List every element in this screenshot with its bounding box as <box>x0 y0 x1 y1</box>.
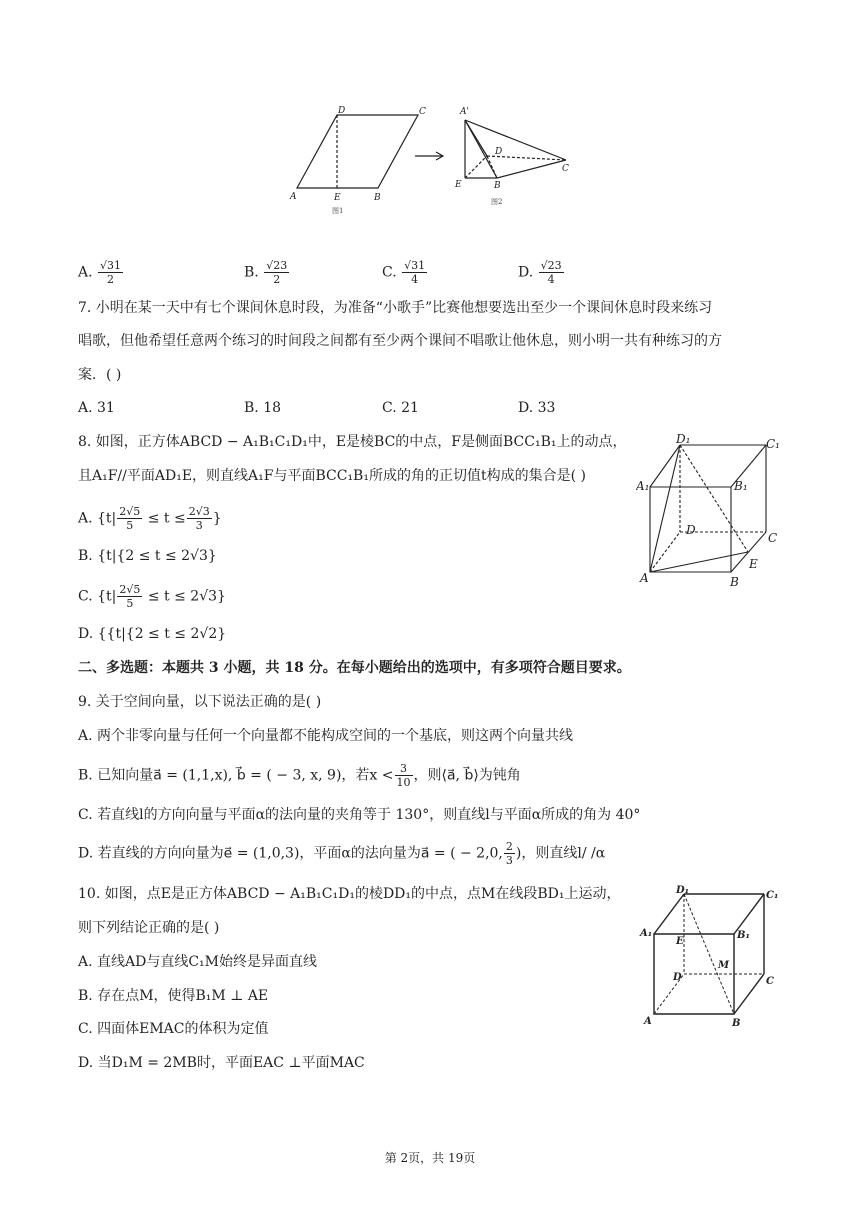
q7-line-3: 案．( ) <box>78 367 122 383</box>
q8-label-c1: C₁ <box>766 437 780 451</box>
q7-option-c: C. 21 <box>382 400 419 416</box>
q10-option-d: D. 当D₁M = 2MB时，平面EAC ⊥平面MAC <box>78 1055 365 1071</box>
q10-option-a: A. 直线AD与直线C₁M始终是异面直线 <box>78 954 318 970</box>
q6-figure <box>280 100 590 218</box>
section2-heading: 二、多选题：本题共 3 小题，共 18 分。在每小题给出的选项中，有多项符合题目要求。 <box>78 660 631 676</box>
q10-label-m: M <box>718 960 730 971</box>
q8-line-2: 且A₁F//平面AD₁E，则直线A₁F与平面BCC₁B₁所成的角的正切值t构成的集合是( ) <box>78 468 586 484</box>
fig1-label-e: E <box>334 193 341 203</box>
fig2-label-a-prime: A' <box>460 107 469 117</box>
fig1-caption: 图1 <box>332 207 344 215</box>
q10-cube-figure <box>636 882 786 1032</box>
page-footer: 第 2页，共 19页 <box>384 1151 476 1165</box>
q10-label-c1: C₁ <box>766 890 779 901</box>
q8-label-b1: B₁ <box>734 479 748 493</box>
q10-label-d1: D₁ <box>676 885 690 896</box>
q10-label-d: D <box>673 972 682 983</box>
q10-line-1: 10. 如图，点E是正方体ABCD − A₁B₁C₁D₁的棱DD₁的中点，点M在线段BD₁上运动， <box>78 886 621 902</box>
q10-line-2: 则下列结论正确的是( ) <box>78 920 220 936</box>
q6-option-b: B. $\frac{√23}{2}$ <box>244 259 288 286</box>
q9-option-d: D. 若直线的方向向量为e⃗ = (1,0,3)，平面α的法向量为a⃗ = ( − 2,0, $\frac{2}{3}$ )，则直线l/ /α <box>78 840 606 867</box>
q8-label-e: E <box>749 557 758 571</box>
q9-option-c: C. 若直线l的方向向量与平面α的法向量的夹角等于 130°，则直线l与平面α所成的角为 40° <box>78 807 641 823</box>
q6-option-a: A. $\frac{√31}{2}$ <box>78 259 122 286</box>
q8-label-a: A <box>640 571 649 585</box>
q9-stem: 9. 关于空间向量，以下说法正确的是( ) <box>78 694 322 710</box>
q8-label-d1: D₁ <box>676 432 691 446</box>
q7-line-2: 唱歌，但他希望任意两个练习的时间段之间都有至少两个课间不唱歌让他休息，则小明一共有种练习的方 <box>78 333 722 349</box>
q10-label-b: B <box>732 1018 741 1029</box>
q8-label-d: D <box>686 523 696 537</box>
fig1-label-a: A <box>290 192 297 202</box>
fig2-label-c: C <box>562 164 569 174</box>
fig2-label-b: B <box>494 181 501 191</box>
fig1-label-c: C <box>419 107 426 117</box>
q8-line-1: 8. 如图，正方体ABCD − A₁B₁C₁D₁中，E是棱BC的中点，F是侧面BCC₁B₁上的动点， <box>78 434 627 450</box>
q7-line-1: 7. 小明在某一天中有七个课间休息时段，为准备“小歌手”比赛他想要选出至少一个课间休息时段来练习 <box>78 300 713 316</box>
q6-option-d: D. $\frac{√23}{4}$ <box>518 259 562 286</box>
q10-label-b1: B₁ <box>737 930 750 941</box>
fig1-label-b: B <box>374 193 381 203</box>
fig1-label-d: D <box>338 106 346 116</box>
q8-cube-figure <box>636 432 786 592</box>
fig2-label-d: D <box>495 147 503 157</box>
q7-option-b: B. 18 <box>244 400 282 416</box>
q10-label-c: C <box>766 976 774 987</box>
q8-label-c: C <box>768 531 778 545</box>
q8-option-b: B. {t|{2 ≤ t ≤ 2√3} <box>78 548 217 564</box>
q8-label-a1: A₁ <box>636 479 650 493</box>
q7-option-d: D. 33 <box>518 400 556 416</box>
q9-option-b: B. 已知向量a⃗ = (1,1,x), b⃗ = ( − 3, x, 9)，若x < $\frac{3}{10}$ ，则⟨a⃗, b⃗⟩为钝角 <box>78 762 521 789</box>
q8-option-c: C. {t| $\frac{2√5}{5}$ ≤ t ≤ 2√3} <box>78 583 226 610</box>
q10-option-c: C. 四面体EMAC的体积为定值 <box>78 1021 269 1037</box>
q10-label-a1: A₁ <box>640 928 653 939</box>
fig2-caption: 图2 <box>491 198 503 206</box>
q7-option-a: A. 31 <box>78 400 115 416</box>
fig2-label-e: E <box>455 180 462 190</box>
q8-option-d: D. {{t|{2 ≤ t ≤ 2√2} <box>78 626 227 642</box>
q10-option-b: B. 存在点M，使得B₁M ⊥ AE <box>78 988 269 1004</box>
q10-label-e: E <box>676 936 684 947</box>
q9-option-a: A. 两个非零向量与任何一个向量都不能构成空间的一个基底，则这两个向量共线 <box>78 728 574 744</box>
q6-option-c: C. $\frac{√31}{4}$ <box>382 259 426 286</box>
q8-label-b: B <box>730 575 739 589</box>
q8-option-a: A. {t| $\frac{2√5}{5}$ ≤ t ≤ $\frac{2√3}{3}$ } <box>78 505 222 532</box>
q10-label-a: A <box>644 1016 652 1027</box>
